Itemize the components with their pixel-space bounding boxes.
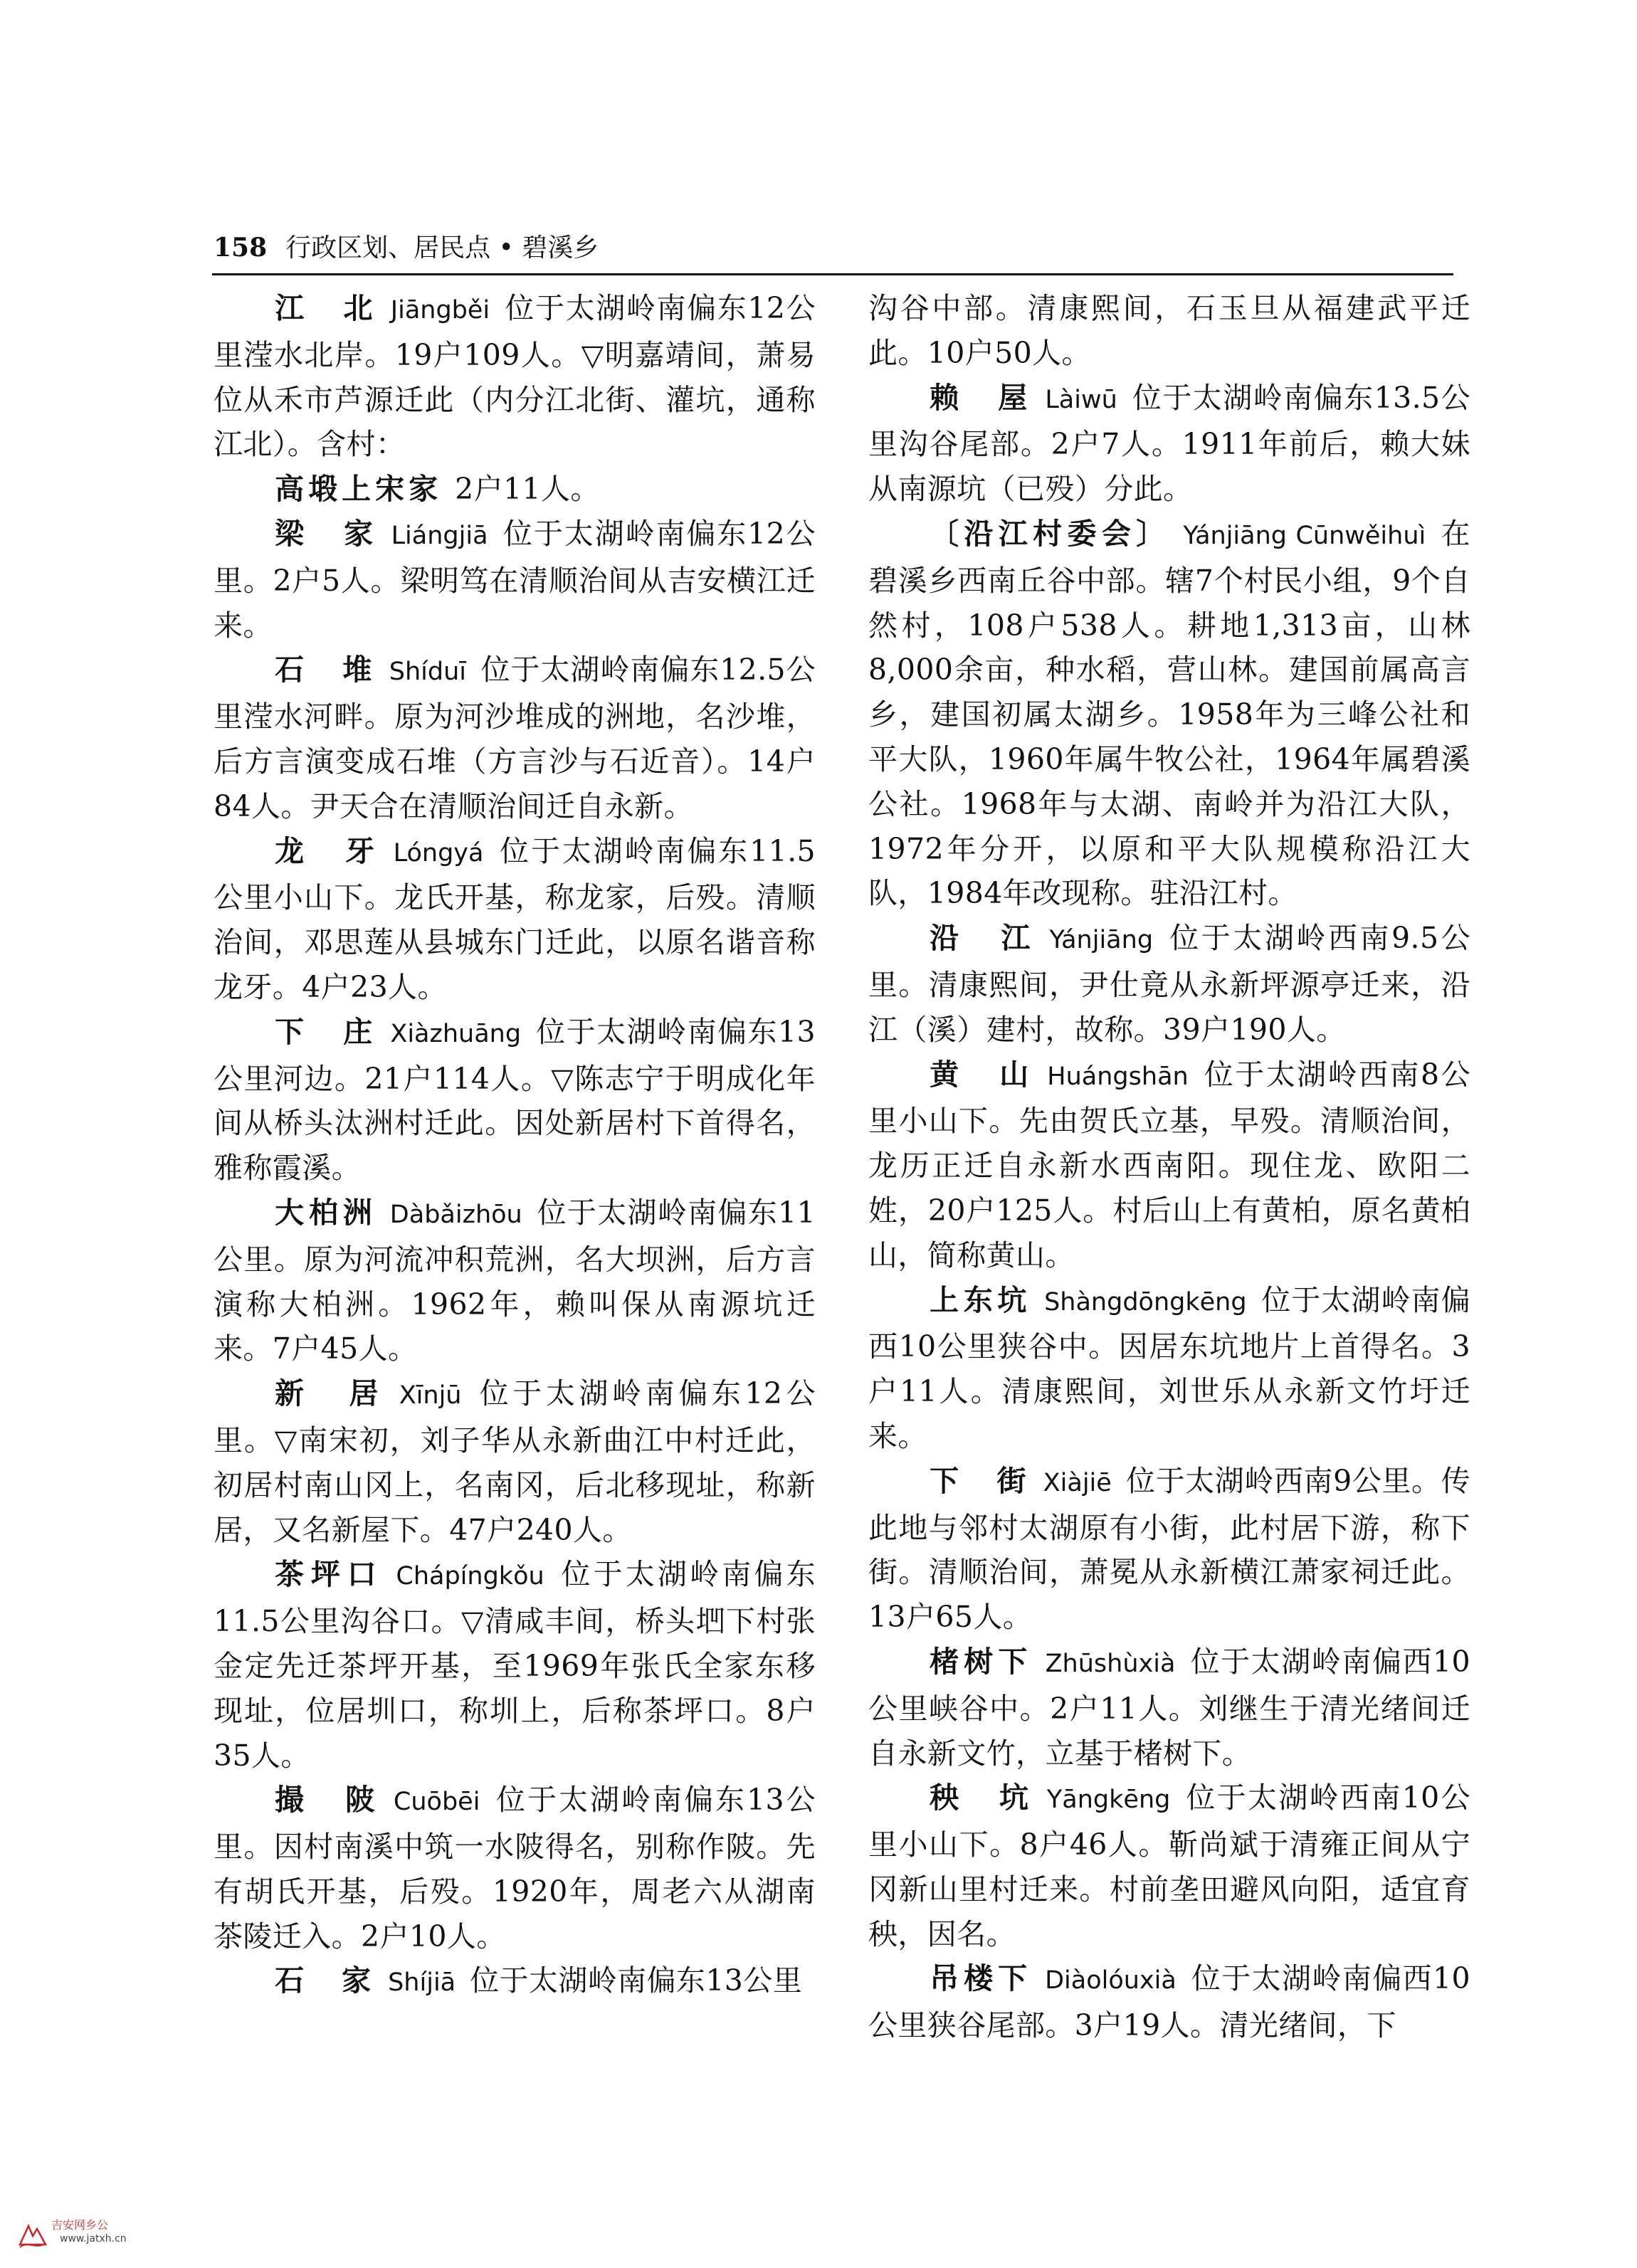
entry-paragraph xyxy=(214,829,816,1010)
place-name: 上东坑 xyxy=(930,1282,1032,1317)
entry-paragraph xyxy=(868,286,1470,376)
watermark-url: www.jatxh.cn xyxy=(60,2233,127,2245)
entry-description: 位于太湖岭南偏东12公里滢水北岸。19户109人。▽明嘉靖间，萧易位从禾市芦源迁此（内分江北街、灌坑，通称江北）。含村： xyxy=(214,291,816,462)
place-pinyin: Cuōbēi xyxy=(393,1788,480,1817)
entry-paragraph xyxy=(214,1371,816,1552)
place-pinyin: Làiwū xyxy=(1045,385,1117,414)
entry-paragraph xyxy=(868,1053,1470,1278)
entry-description: 沟谷中部。清康熙间，石玉旦从福建武平迁此。10户50人。 xyxy=(868,291,1470,370)
place-pinyin: Yánjiāng Cūnwěihuì xyxy=(1183,521,1426,550)
place-name: 梁 家 xyxy=(275,516,379,551)
entry-paragraph xyxy=(868,916,1470,1052)
entry-paragraph xyxy=(868,376,1470,512)
entry-description: 位于太湖岭南偏西10公里狭谷尾部。3户19人。清光绪间，下 xyxy=(868,1961,1471,2043)
place-pinyin: Xīnjū xyxy=(399,1381,462,1410)
entry-paragraph xyxy=(214,1191,816,1371)
place-pinyin: Liángjiā xyxy=(391,521,488,550)
entry-description: 位于太湖岭南偏东13公里 xyxy=(470,1963,803,1998)
entry-description: 位于太湖岭南偏西10公里狭谷中。因居东坑地片上首得名。3户11人。清康熙间，刘世乐从永新文竹圩迁来。 xyxy=(868,1282,1470,1453)
place-name: 〔沿江村委会〕 xyxy=(930,516,1171,551)
entry-description: 位于太湖岭南偏东13公里河边。21户114人。▽陈志宁于明成化年间从桥头汰洲村迁此。因处新居村下首得名，雅称霞溪。 xyxy=(214,1014,816,1186)
place-name: 江 北 xyxy=(275,291,378,325)
entry-description: 位于太湖岭南偏西10公里峡谷中。2户11人。刘继生于清光绪间迁自永新文竹，立基于楮树下。 xyxy=(868,1644,1471,1771)
entry-description: 位于太湖岭南偏东13.5公里沟谷尾部。2户7人。1911年前后，赖大妹从南源坑（已殁）分此。 xyxy=(868,380,1470,507)
entry-description: 位于太湖岭南偏东13公里。因村南溪中筑一水陂得名，别称作陂。先有胡氏开基，后殁。1920年，周老六从湖南茶陵迁入。2户10人。 xyxy=(214,1783,816,1953)
place-pinyin: Xiàjiē xyxy=(1043,1468,1112,1497)
entry-description: 位于太湖岭南偏东12公里。▽南宋初，刘子华从永新曲江中村迁此，初居村南山冈上，名南冈，后北移现址，称新居，又名新屋下。47户240人。 xyxy=(214,1376,816,1547)
place-name: 黄 山 xyxy=(930,1057,1035,1092)
entry-paragraph xyxy=(868,1640,1470,1776)
entry-paragraph xyxy=(868,1776,1470,1956)
place-name: 秧 坑 xyxy=(930,1781,1034,1815)
entry-description: 位于太湖岭西南10公里小山下。8户46人。靳尚斌于清雍正间从宁冈新山里村迁来。村前垄田避风向阳，适宜育秧，因名。 xyxy=(868,1781,1471,1951)
entry-description: 位于太湖岭南偏东11.5公里小山下。龙氏开基，称龙家，后殁。清顺治间，邓思莲从县城东门迁此，以原名谐音称龙牙。4户23人。 xyxy=(214,833,816,1004)
place-name: 石 家 xyxy=(275,1963,376,1998)
place-name: 吊楼下 xyxy=(930,1961,1033,1996)
left-column xyxy=(214,286,816,2005)
place-name: 龙 牙 xyxy=(275,833,381,868)
place-name: 茶坪口 xyxy=(275,1557,384,1592)
place-pinyin: Lóngyá xyxy=(393,838,484,867)
entry-paragraph xyxy=(214,512,816,648)
place-name: 沿 江 xyxy=(930,921,1037,956)
entry-paragraph xyxy=(214,1778,816,1958)
page-title: 行政区划、居民点 • 碧溪乡 xyxy=(285,233,599,263)
place-pinyin: Chápíngkǒu xyxy=(396,1562,544,1591)
place-name: 高塅上宋家 xyxy=(275,472,443,507)
place-pinyin: Diàolóuxià xyxy=(1045,1966,1177,1995)
entry-description: 2户11人。 xyxy=(455,472,600,507)
place-pinyin: Zhūshùxià xyxy=(1045,1649,1176,1678)
place-name: 大柏洲 xyxy=(275,1195,377,1230)
place-pinyin: Xiàzhuāng xyxy=(390,1019,522,1048)
entry-description: 位于太湖岭南偏东11.5公里沟谷口。▽清咸丰间，桥头垇下村张金定先迁茶坪开基，至1969年张氏全家东移现址，位居圳口，称圳上，后称茶坪口。8户35人。 xyxy=(214,1557,816,1773)
place-pinyin: Yāngkēng xyxy=(1046,1786,1171,1815)
place-name: 新 居 xyxy=(275,1376,386,1411)
place-pinyin: Jiāngběi xyxy=(390,296,490,325)
entry-description: 在碧溪乡西南丘谷中部。辖7个村民小组，9个自然村，108户538人。耕地1,313亩，山林8,000余亩，种水稻，营山林。建国前属高言乡，建国初属太湖乡。1958年为三峰公社和平大队，1960年属牛牧公社，1964年属碧溪公社。1968年与太湖、南岭并为沿江大队，1972年分开，以原和平大队规模称沿江大队，1984年改现称。驻沿江村。 xyxy=(868,516,1470,911)
site-watermark xyxy=(17,2213,159,2256)
place-name: 赖 屋 xyxy=(930,380,1033,415)
place-name: 撮 陂 xyxy=(275,1783,381,1818)
watermark-text: 吉安网乡公 xyxy=(51,2218,109,2232)
entry-paragraph xyxy=(868,512,1470,916)
page-header xyxy=(214,226,1452,269)
entry-description: 位于太湖岭南偏东11公里。原为河流冲积荒洲，名大坝洲，后方言演称大柏洲。1962年，赖叫保从南源坑迁来。7户45人。 xyxy=(214,1195,816,1366)
entry-paragraph xyxy=(214,1552,816,1778)
place-name: 楮树下 xyxy=(930,1644,1033,1679)
place-name: 下 街 xyxy=(930,1463,1031,1498)
entry-description: 位于太湖岭南偏东12.5公里滢水河畔。原为河沙堆成的洲地，名沙堆，后方言演变成石堆（方言沙与石近音）。14户84人。尹天合在清顺治间迁自永新。 xyxy=(214,653,816,823)
header-rule xyxy=(212,273,1453,275)
entry-paragraph xyxy=(214,467,816,512)
entry-paragraph xyxy=(214,1958,816,2005)
place-pinyin: Huángshān xyxy=(1047,1062,1189,1091)
place-pinyin: Dàbǎizhōu xyxy=(389,1200,522,1229)
entry-paragraph xyxy=(868,1956,1470,2048)
right-column xyxy=(868,286,1470,2048)
watermark-logo-icon xyxy=(17,2219,48,2250)
entry-description: 位于太湖岭西南9公里。传此地与邻村太湖原有小街，此村居下游，称下街。清顺治间，萧冕从永新横江萧家祠迁此。13户65人。 xyxy=(868,1463,1470,1635)
entry-description: 位于太湖岭南偏东12公里。2户5人。梁明笃在清顺治间从吉安横江迁来。 xyxy=(214,516,816,643)
entry-description: 位于太湖岭西南8公里小山下。先由贺氏立基，早殁。清顺治间，龙历正迁自永新水西南阳。现住龙、欧阳二姓，20户125人。村后山上有黄柏，原名黄柏山，简称黄山。 xyxy=(868,1057,1470,1272)
place-name: 石 堆 xyxy=(275,653,377,687)
entry-paragraph xyxy=(868,1459,1470,1640)
entry-paragraph xyxy=(868,1278,1470,1459)
place-pinyin: Shíduī xyxy=(389,658,466,687)
entry-paragraph xyxy=(214,1010,816,1191)
place-pinyin: Shíjiā xyxy=(388,1968,456,1998)
place-pinyin: Yánjiāng xyxy=(1049,926,1154,955)
entry-description: 位于太湖岭西南9.5公里。清康熙间，尹仕竟从永新坪源亭迁来，沿江（溪）建村，故称。39户190人。 xyxy=(868,921,1470,1047)
page-number: 158 xyxy=(214,233,268,263)
place-name: 下 庄 xyxy=(275,1014,378,1049)
entry-paragraph xyxy=(214,648,816,828)
place-pinyin: Shàngdōngkēng xyxy=(1044,1287,1247,1317)
entry-paragraph xyxy=(214,286,816,467)
